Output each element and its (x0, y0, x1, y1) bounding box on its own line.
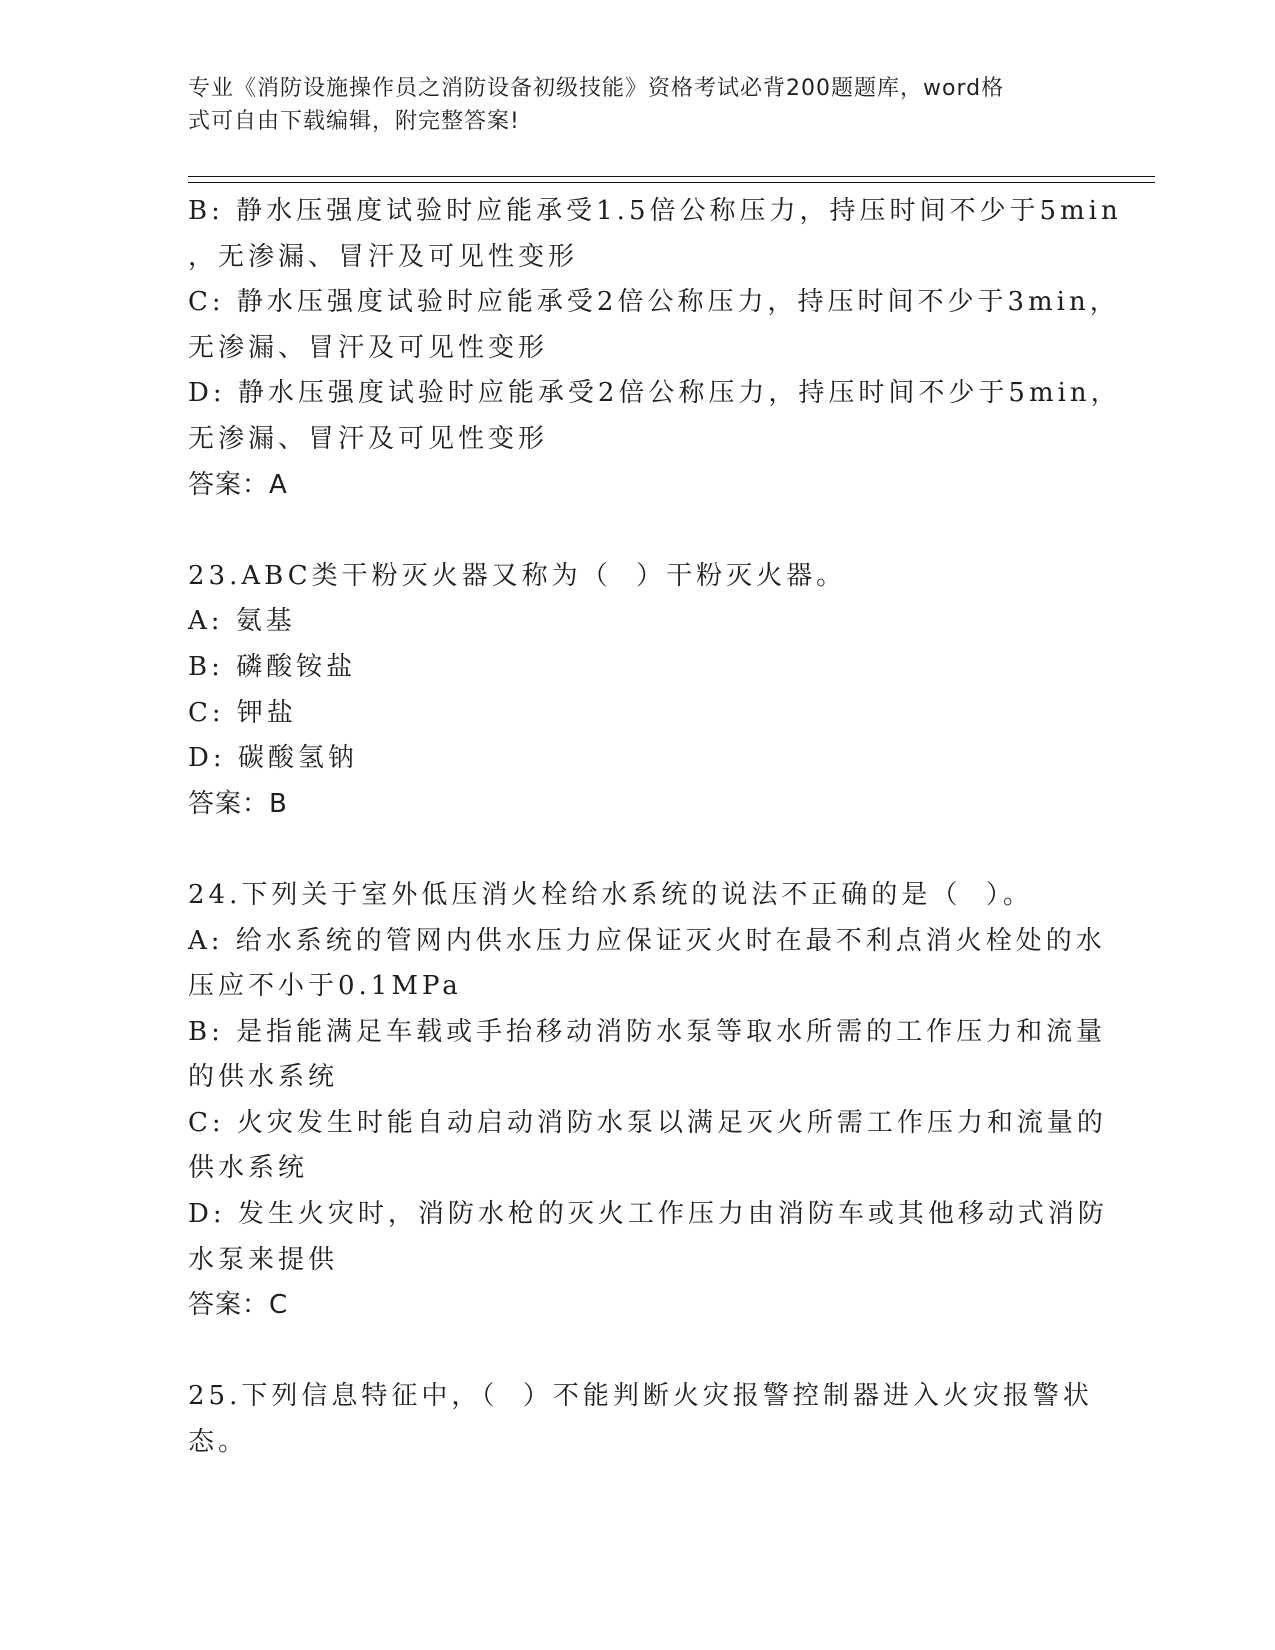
option-c-line-1: C: 火灾发生时能自动启动消防水泵以满足灭火所需工作压力和流量的 (188, 1107, 1107, 1138)
option-b-line-2: ，无渗漏、冒汗及可见性变形 (188, 241, 579, 272)
option-c: C: 钾盐 (188, 697, 297, 728)
header-divider-bottom (188, 182, 1155, 183)
question-stem-line-2: 态。 (188, 1427, 249, 1458)
spacer (188, 1329, 1088, 1375)
spacer (188, 827, 1088, 873)
header-line-2: 式可自由下载编辑，附完整答案! (188, 109, 520, 134)
question-25 (188, 1374, 1093, 1465)
option-a: A: 氨基 (188, 606, 296, 637)
answer-label: 答案：B (188, 788, 288, 819)
option-b-line-1: B: 静水压强度试验时应能承受1.5倍公称压力，持压时间不少于5min (188, 196, 1122, 226)
header-line-1: 专业《消防设施操作员之消防设备初级技能》资格考试必背200题题库，word格 (188, 76, 1005, 101)
option-a-line-1: A: 给水系统的管网内供水压力应保证灭火时在最不利点消火栓处的水 (188, 925, 1106, 956)
option-c-line-1: C: 静水压强度试验时应能承受2倍公称压力，持压时间不少于3min， (188, 287, 1120, 318)
option-b-line-2: 的供水系统 (188, 1062, 339, 1093)
option-d-line-2: 水泵来提供 (188, 1244, 339, 1275)
option-c-line-2: 供水系统 (188, 1153, 309, 1184)
option-b: B: 磷酸铵盐 (188, 651, 357, 682)
question-stem: 23.ABC类干粉灭火器又称为（ ）干粉灭火器。 (188, 560, 847, 591)
answer-label: 答案：A (188, 469, 288, 500)
option-d-line-2: 无渗漏、冒汗及可见性变形 (188, 423, 549, 454)
question-stem-line-1: 25.下列信息特征中，（ ）不能判断火灾报警控制器进入火灾报警状 (188, 1381, 1093, 1412)
question-list (188, 189, 1122, 1466)
header-divider-top (188, 176, 1155, 177)
option-d-line-1: D: 静水压强度试验时应能承受2倍公称压力，持压时间不少于5min， (188, 378, 1121, 409)
option-d-line-1: D: 发生火灾时，消防水枪的灭火工作压力由消防车或其他移动式消防 (188, 1199, 1108, 1230)
option-c-line-2: 无渗漏、冒汗及可见性变形 (188, 332, 549, 363)
option-b-line-1: B: 是指能满足车载或手抬移动消防水泵等取水所需的工作压力和流量 (188, 1016, 1107, 1047)
question-23 (188, 554, 1088, 828)
question-22-continued (188, 189, 1122, 508)
answer-label: 答案：C (188, 1290, 289, 1321)
option-a-line-2: 压应不小于0.1MPa (188, 971, 462, 1002)
option-d: D: 碳酸氢钠 (188, 743, 358, 774)
document-header (188, 72, 1068, 138)
spacer (188, 508, 1088, 554)
question-stem: 24.下列关于室外低压消火栓给水系统的说法不正确的是（ ）。 (188, 879, 1033, 910)
question-24 (188, 873, 1108, 1329)
